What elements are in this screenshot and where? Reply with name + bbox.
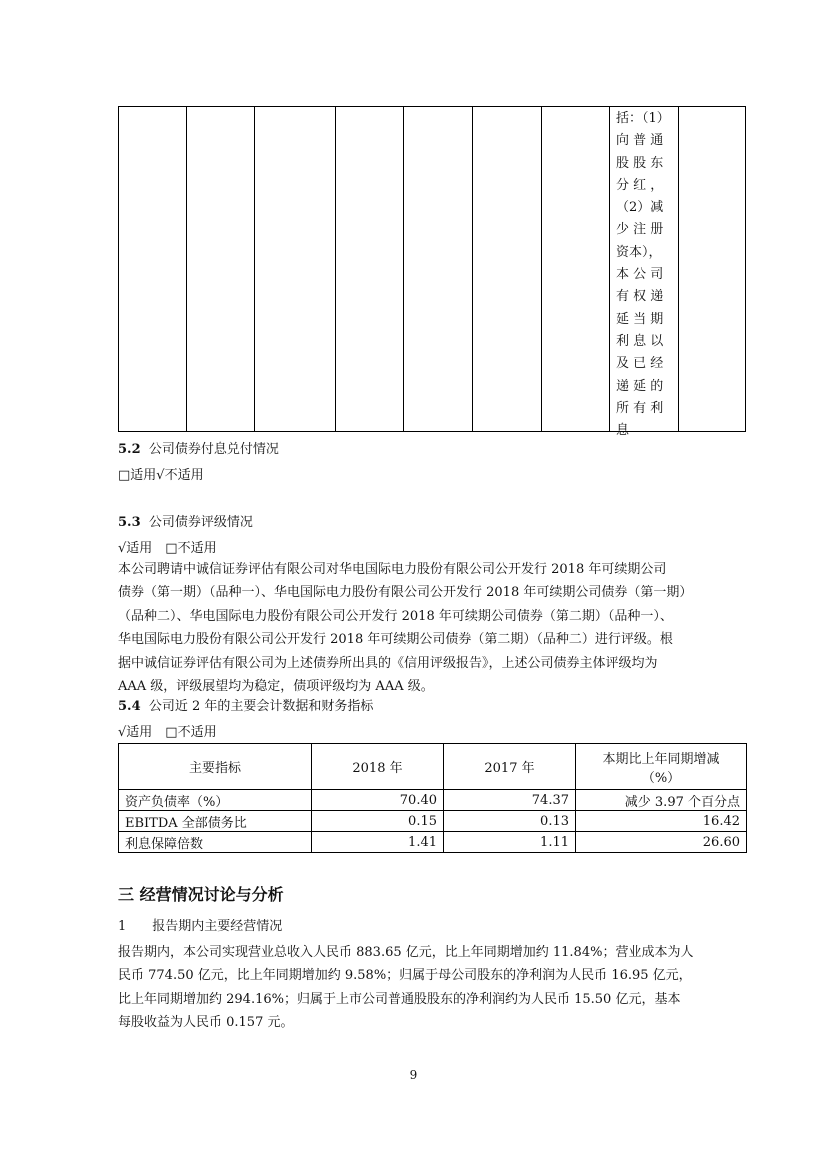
paragraph-line: 本公司聘请中诚信证券评估有限公司对华电国际电力股份有限公司公开发行 2018 年可续期公司 (118, 562, 667, 577)
table-divider (186, 107, 187, 431)
operations-paragraph (118, 941, 746, 1035)
indicator-name: 资产负债率（%） (119, 790, 312, 811)
financial-indicators-table (118, 743, 747, 853)
cell-line: 递 延 的 (616, 378, 664, 394)
value-2017: 0.13 (444, 811, 576, 832)
page-number: 9 (409, 1068, 418, 1082)
cell-line: 括：（1） (616, 111, 670, 126)
table-divider (541, 107, 542, 431)
paragraph-line: 每股收益为人民币 0.157 元。 (118, 1015, 294, 1031)
table-divider (254, 107, 255, 431)
change-value: 16.42 (576, 811, 747, 832)
column-header: 2018 年 (312, 744, 444, 790)
value-2018: 70.40 (312, 790, 444, 811)
section-title: 公司债券付息兑付情况 (148, 442, 279, 457)
column-header-line: 本期比上年同期增减 (602, 751, 720, 767)
value-2018: 1.41 (312, 832, 444, 853)
column-header: 2017 年 (444, 744, 576, 790)
indicator-name: 利息保障倍数 (119, 832, 312, 853)
cell-line: 向 普 通 (616, 133, 664, 149)
applicability-status: √适用 □不适用 (118, 725, 217, 740)
table-divider (403, 107, 404, 431)
paragraph-line: AAA 级，评级展望均为稳定，债项评级均为 AAA 级。 (118, 678, 434, 694)
applicability-status: √适用 □不适用 (118, 541, 217, 556)
paragraph-line: 比上年同期增加约 294.16%；归属于上市公司普通股股东的净利润约为人民币 15.50 亿元，基本 (118, 991, 681, 1007)
paragraph-line: （品种二）、华电国际电力股份有限公司公开发行 2018 年可续期公司债券（第二期）（品种一）、 (118, 608, 673, 624)
table-row (119, 811, 747, 832)
section-title: 公司债券评级情况 (148, 515, 253, 530)
applicability-status: □适用√不适用 (118, 468, 204, 483)
cell-line: 息 (616, 423, 630, 439)
table-header-row (119, 744, 747, 790)
cell-line: 资本）， (616, 244, 662, 260)
value-2017: 1.11 (444, 832, 576, 853)
column-header: 主要指标 (119, 744, 312, 790)
indicator-name: EBITDA 全部债务比 (119, 811, 312, 832)
section-number: 5.2 (118, 442, 141, 457)
cell-line: 所 有 利 (616, 400, 664, 416)
table-divider (472, 107, 473, 431)
cell-line: 有 权 递 (616, 289, 664, 305)
table-divider (335, 107, 336, 431)
section-number: 5.3 (118, 515, 141, 530)
section-title: 公司近 2 年的主要会计数据和财务指标 (148, 699, 374, 714)
section-5-3-heading (118, 514, 253, 532)
cell-line: 股 股 东 (616, 155, 664, 171)
paragraph-line: 报告期内，本公司实现营业总收入人民币 883.65 亿元，比上年同期增加约 11.84%；营业成本为人 (118, 945, 694, 960)
value-2018: 0.15 (312, 811, 444, 832)
table-divider (609, 107, 610, 431)
section-5-4-heading (118, 698, 373, 716)
section-5-2-heading (118, 441, 279, 459)
paragraph-line: 据中诚信证券评估有限公司为上述债券所出具的《信用评级报告》，上述公司债券主体评级均为 (118, 655, 658, 671)
section-number: 5.4 (118, 699, 141, 714)
table-row (119, 832, 747, 853)
change-value: 26.60 (576, 832, 747, 853)
cell-line: 本 公 司 (616, 267, 664, 283)
column-header-line: （%） (641, 770, 681, 786)
cell-line: （2）减 (616, 200, 664, 216)
cell-line: 及 已 经 (616, 356, 664, 372)
section-3-heading: 三 经营情况讨论与分析 (118, 885, 284, 904)
paragraph-line: 债券（第一期）（品种一）、华电国际电力股份有限公司公开发行 2018 年可续期公司债券（第一期） (118, 585, 693, 601)
change-value: 减少 3.97 个百分点 (576, 790, 747, 811)
cell-line: 利 息 以 (616, 333, 664, 349)
value-2017: 74.37 (444, 790, 576, 811)
column-header (576, 744, 747, 790)
paragraph-line: 民币 774.50 亿元，比上年同期增加约 9.58%；归属于母公司股东的净利润为人民币 16.95 亿元， (118, 968, 692, 984)
cell-line: 少 注 册 (616, 222, 664, 238)
rating-paragraph (118, 558, 746, 698)
cell-line: 分 红 ， (616, 177, 664, 193)
table-row (119, 790, 747, 811)
paragraph-line: 华电国际电力股份有限公司公开发行 2018 年可续期公司债券（第二期）（品种二）进行评级。根 (118, 632, 673, 648)
cell-line: 延 当 期 (616, 311, 664, 327)
table-divider (678, 107, 679, 431)
table-cell-text (616, 108, 672, 442)
subsection-heading: 1 报告期内主要经营情况 (118, 919, 283, 934)
